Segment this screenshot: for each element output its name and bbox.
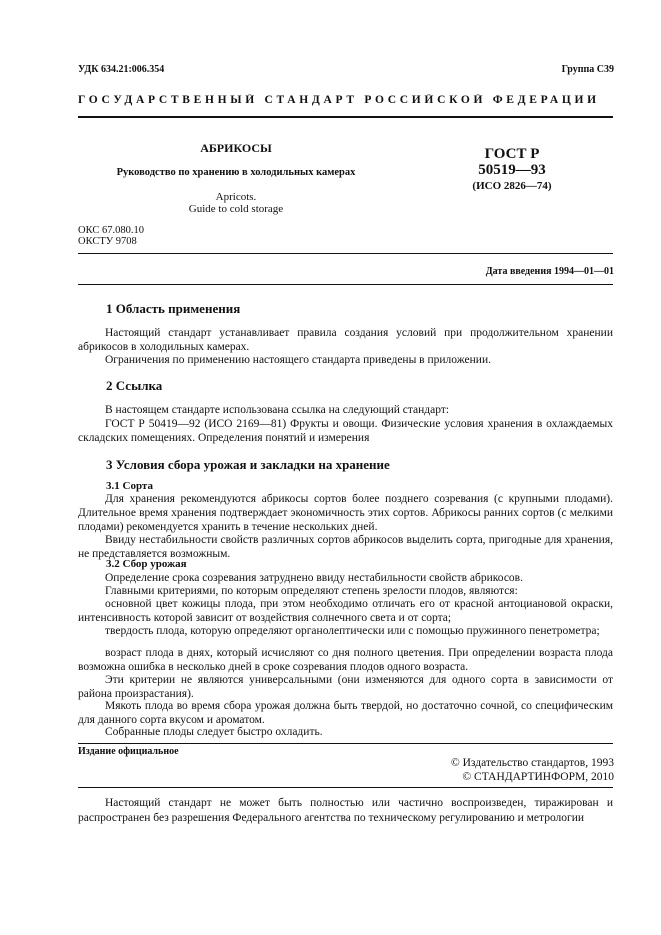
gost-number: 50519—93 [478, 162, 546, 178]
copyright-rule [78, 787, 613, 788]
okstu-code: ОКСТУ 9708 [78, 236, 137, 247]
footer-rule [78, 743, 613, 744]
en-title: Apricots. [215, 191, 257, 203]
subsection-3-1-paragraph: Для хранения рекомендуются абрикосы сортов более позднего созревания (с крупными плодами). Длительное время хранения подтверждает экономичность этих сортов. Абрикосы ранних сортов (с мелкими плодами) рекомендуется хранить в течение нескольких дней. [78, 493, 613, 533]
section-2-heading: 2 Ссылка [106, 378, 163, 393]
udk-code: УДК 634.21:006.354 [78, 64, 165, 75]
subsection-3-2-paragraph: основной цвет кожицы плода, при этом необходимо отличать его от красной антоциановой окраски, интенсивность которой зависит от воздействия солнечного света и от сорта; [78, 598, 613, 624]
title-rule [78, 253, 613, 254]
subsection-3-2-paragraph: Эти критерии не являются универсальными (они изменяются для одного сорта в зависимости от района произрастания). [78, 674, 613, 700]
section-3-heading: 3 Условия сбора урожая и закладки на хранение [106, 457, 390, 472]
section-2-reference: ГОСТ Р 50419—92 (ИСО 2169—81) Фрукты и овощи. Физические условия хранения в охлаждаемых складских помещениях. Определения понятий и измерения [78, 418, 613, 444]
subsection-3-1-heading: 3.1 Сорта [106, 480, 153, 492]
section-1-paragraph: Настоящий стандарт устанавливает правила создания условий при продолжительном хранении абрикосов в холодильных камерах. [78, 327, 613, 353]
subsection-3-2-paragraph: твердость плода, которую определяют органолептически или с помощью пружинного пенетрометра; [105, 625, 600, 637]
subsection-3-2-paragraph: Главными критериями, по которым определяют степень зрелости плодов, являются: [105, 585, 518, 597]
doc-title: АБРИКОСЫ [200, 141, 272, 155]
official-edition: Издание официальное [78, 746, 179, 757]
section-2-paragraph: В настоящем стандарте использована ссылка на следующий стандарт: [105, 404, 450, 416]
subsection-3-1-paragraph: Ввиду нестабильности свойств различных сортов абрикосов выделить сорта, пригодные для хранения, не представляется возможным. [78, 534, 613, 560]
doc-subtitle: Руководство по хранению в холодильных камерах [116, 167, 356, 178]
reproduction-notice: Настоящий стандарт не может быть полностью или частично воспроизведен, тиражирован и распространен без разрешения Федерального агентства по техническому регулированию и метрологии [78, 797, 613, 824]
subsection-3-2-paragraph: Собранные плоды следует быстро охладить. [105, 726, 323, 738]
group-code: Группа С39 [561, 64, 614, 75]
subsection-3-2-heading: 3.2 Сбор урожая [106, 558, 187, 570]
gost-label: ГОСТ Р [484, 146, 540, 162]
org-title: ГОСУДАРСТВЕННЫЙ СТАНДАРТ РОССИЙСКОЙ ФЕДЕРАЦИИ [78, 94, 600, 106]
copyright-standartinform: © СТАНДАРТИНФОРМ, 2010 [462, 771, 614, 783]
en-subtitle: Guide to cold storage [188, 203, 284, 215]
header-rule [78, 116, 613, 118]
section-1-paragraph: Ограничения по применению настоящего стандарта приведены в приложении. [105, 354, 491, 366]
subsection-3-2-paragraph: Мякоть плода во время сбора урожая должна быть твердой, но достаточно сочной, со специфическим для данного сорта вкусом и ароматом. [78, 700, 613, 726]
oks-code: ОКС 67.080.10 [78, 225, 144, 236]
section-1-heading: 1 Область применения [106, 301, 241, 316]
copyright-publisher: © Издательство стандартов, 1993 [450, 757, 614, 769]
subsection-3-2-paragraph: Определение срока созревания затруднено ввиду нестабильности свойств абрикосов. [105, 572, 523, 584]
subsection-3-2-paragraph: возраст плода в днях, который исчисляют со дня полного цветения. При определении возраста плода возможна ошибка в несколько дней в сроке созревания плодов одного возраста. [78, 647, 613, 673]
effective-date: Дата введения 1994—01—01 [485, 266, 614, 277]
date-rule [78, 284, 613, 285]
iso-number: (ИСО 2826—74) [472, 180, 552, 192]
